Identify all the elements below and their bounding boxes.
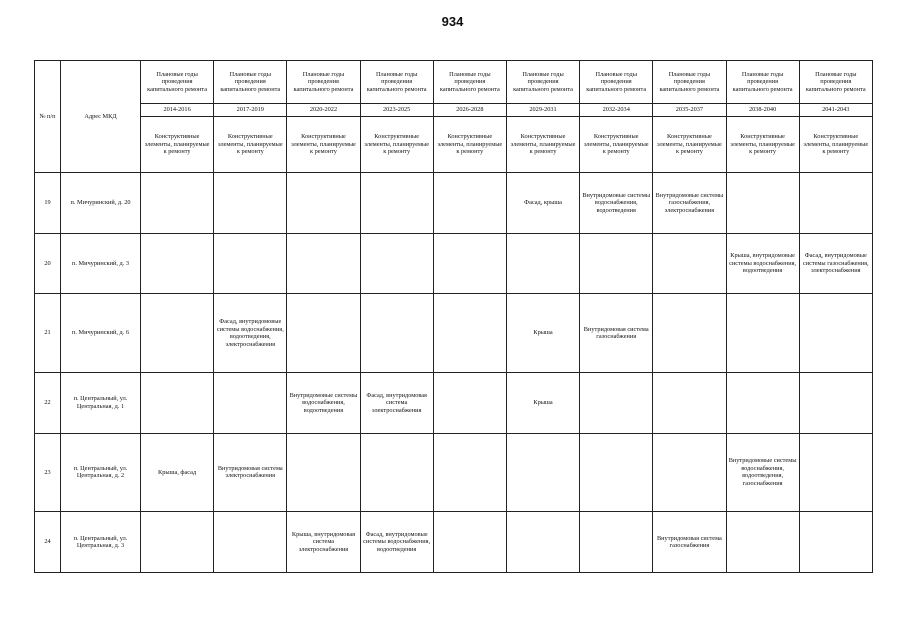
table-row <box>35 294 873 373</box>
repair-cell: Внутридомовые системы водоснабжения, водоотведения <box>580 173 653 234</box>
header-years-cell: 2023-2025 <box>360 104 433 117</box>
header-elements-cell: Конструктивные элементы, планируемые к ремонту <box>653 117 726 173</box>
repair-cell <box>726 372 799 433</box>
repair-cell <box>214 233 287 294</box>
header-elements-cell: Конструктивные элементы, планируемые к ремонту <box>360 117 433 173</box>
row-address: п. Центральный, ул. Центральная, д. 1 <box>61 372 141 433</box>
capital-repair-table <box>34 60 873 573</box>
repair-cell <box>653 372 726 433</box>
repair-cell <box>287 233 360 294</box>
repair-cell <box>433 512 506 573</box>
header-plan-cell: Плановые годы проведения капитального ремонта <box>506 61 579 104</box>
row-number: 24 <box>35 512 61 573</box>
table-body <box>35 173 873 573</box>
header-elements-cell: Конструктивные элементы, планируемые к ремонту <box>580 117 653 173</box>
repair-cell <box>799 512 872 573</box>
header-elements-cell: Конструктивные элементы, планируемые к ремонту <box>141 117 214 173</box>
repair-cell <box>141 512 214 573</box>
header-elements-cell: Конструктивные элементы, планируемые к ремонту <box>214 117 287 173</box>
repair-cell <box>433 294 506 373</box>
repair-cell <box>141 233 214 294</box>
repair-cell <box>214 173 287 234</box>
row-address: п. Центральный, ул. Центральная, д. 2 <box>61 433 141 512</box>
row-address: п. Мичуринский, д. 3 <box>61 233 141 294</box>
header-years-cell: 2041-2043 <box>799 104 872 117</box>
repair-cell: Крыша, внутридомовая система электроснабжения <box>287 512 360 573</box>
header-elements-cell: Конструктивные элементы, планируемые к ремонту <box>287 117 360 173</box>
header-plan-cell: Плановые годы проведения капитального ремонта <box>799 61 872 104</box>
header-elements-cell: Конструктивные элементы, планируемые к ремонту <box>433 117 506 173</box>
header-years-cell: 2017-2019 <box>214 104 287 117</box>
row-address: п. Центральный, ул. Центральная, д. 3 <box>61 512 141 573</box>
repair-cell <box>799 173 872 234</box>
header-row-elements <box>35 117 873 173</box>
header-row-plan <box>35 61 873 104</box>
header-elements-cell: Конструктивные элементы, планируемые к ремонту <box>799 117 872 173</box>
table-row <box>35 433 873 512</box>
header-row-years <box>35 104 873 117</box>
header-address: Адрес МКД <box>61 61 141 173</box>
repair-cell <box>799 372 872 433</box>
repair-cell: Крыша, внутридомовые системы водоснабжения, водоотведения <box>726 233 799 294</box>
repair-cell <box>214 372 287 433</box>
row-address: п. Мичуринский, д. 20 <box>61 173 141 234</box>
repair-cell: Фасад, внутридомовая система электроснабжения <box>360 372 433 433</box>
header-plan-cell: Плановые годы проведения капитального ремонта <box>580 61 653 104</box>
repair-cell <box>653 233 726 294</box>
row-number: 19 <box>35 173 61 234</box>
repair-cell <box>433 372 506 433</box>
table-row <box>35 372 873 433</box>
repair-cell <box>360 233 433 294</box>
header-years-cell: 2014-2016 <box>141 104 214 117</box>
header-plan-cell: Плановые годы проведения капитального ремонта <box>726 61 799 104</box>
header-elements-cell: Конструктивные элементы, планируемые к ремонту <box>506 117 579 173</box>
header-years-cell: 2038-2040 <box>726 104 799 117</box>
header-plan-cell: Плановые годы проведения капитального ремонта <box>214 61 287 104</box>
header-years-cell: 2035-2037 <box>653 104 726 117</box>
table-row <box>35 233 873 294</box>
repair-cell <box>506 512 579 573</box>
repair-cell: Внутридомовые системы водоснабжения, водоотведения <box>287 372 360 433</box>
repair-cell <box>506 433 579 512</box>
repair-cell <box>141 173 214 234</box>
repair-cell <box>141 372 214 433</box>
page-number: 934 <box>441 14 464 29</box>
repair-cell <box>433 433 506 512</box>
row-number: 23 <box>35 433 61 512</box>
repair-cell <box>726 173 799 234</box>
repair-cell: Фасад, внутридомовые системы газоснабжения, электроснабжения <box>799 233 872 294</box>
repair-cell <box>433 173 506 234</box>
repair-cell <box>799 294 872 373</box>
repair-cell <box>580 512 653 573</box>
repair-cell: Внутридомовая система электроснабжения <box>214 433 287 512</box>
repair-cell <box>141 294 214 373</box>
header-plan-cell: Плановые годы проведения капитального ремонта <box>141 61 214 104</box>
repair-cell: Фасад, внутридомовые системы водоснабжения, водоотведения, электроснабжения <box>214 294 287 373</box>
row-number: 21 <box>35 294 61 373</box>
repair-cell: Фасад, крыша <box>506 173 579 234</box>
repair-cell: Крыша <box>506 294 579 373</box>
repair-cell: Крыша <box>506 372 579 433</box>
header-num: № п/п <box>35 61 61 173</box>
header-years-cell: 2020-2022 <box>287 104 360 117</box>
repair-cell: Фасад, внутридомовые системы водоснабжения, водоотведения <box>360 512 433 573</box>
header-plan-cell: Плановые годы проведения капитального ремонта <box>433 61 506 104</box>
repair-cell <box>287 294 360 373</box>
header-years-cell: 2032-2034 <box>580 104 653 117</box>
repair-cell <box>726 294 799 373</box>
header-years-cell: 2029-2031 <box>506 104 579 117</box>
repair-cell <box>653 433 726 512</box>
repair-cell <box>214 512 287 573</box>
header-plan-cell: Плановые годы проведения капитального ремонта <box>287 61 360 104</box>
repair-cell: Внутридомовая система газоснабжения <box>580 294 653 373</box>
repair-cell: Внутридомовые системы газоснабжения, электроснабжения <box>653 173 726 234</box>
repair-cell <box>433 233 506 294</box>
header-elements-cell: Конструктивные элементы, планируемые к ремонту <box>726 117 799 173</box>
repair-cell <box>360 433 433 512</box>
repair-cell <box>287 433 360 512</box>
repair-cell <box>580 433 653 512</box>
header-years-cell: 2026-2028 <box>433 104 506 117</box>
table-row <box>35 512 873 573</box>
repair-cell <box>799 433 872 512</box>
repair-cell: Внутридомовые системы водоснабжения, водоотведения, газоснабжения <box>726 433 799 512</box>
header-plan-cell: Плановые годы проведения капитального ремонта <box>653 61 726 104</box>
repair-cell <box>580 372 653 433</box>
table-row <box>35 173 873 234</box>
repair-cell <box>726 512 799 573</box>
row-number: 20 <box>35 233 61 294</box>
repair-cell <box>580 233 653 294</box>
row-address: п. Мичуринский, д. 6 <box>61 294 141 373</box>
repair-cell <box>506 233 579 294</box>
row-number: 22 <box>35 372 61 433</box>
header-plan-cell: Плановые годы проведения капитального ремонта <box>360 61 433 104</box>
table-header <box>35 61 873 173</box>
repair-cell <box>360 173 433 234</box>
repair-cell <box>653 294 726 373</box>
repair-cell: Крыша, фасад <box>141 433 214 512</box>
repair-cell: Внутридомовая система газоснабжения <box>653 512 726 573</box>
repair-cell <box>360 294 433 373</box>
repair-cell <box>287 173 360 234</box>
